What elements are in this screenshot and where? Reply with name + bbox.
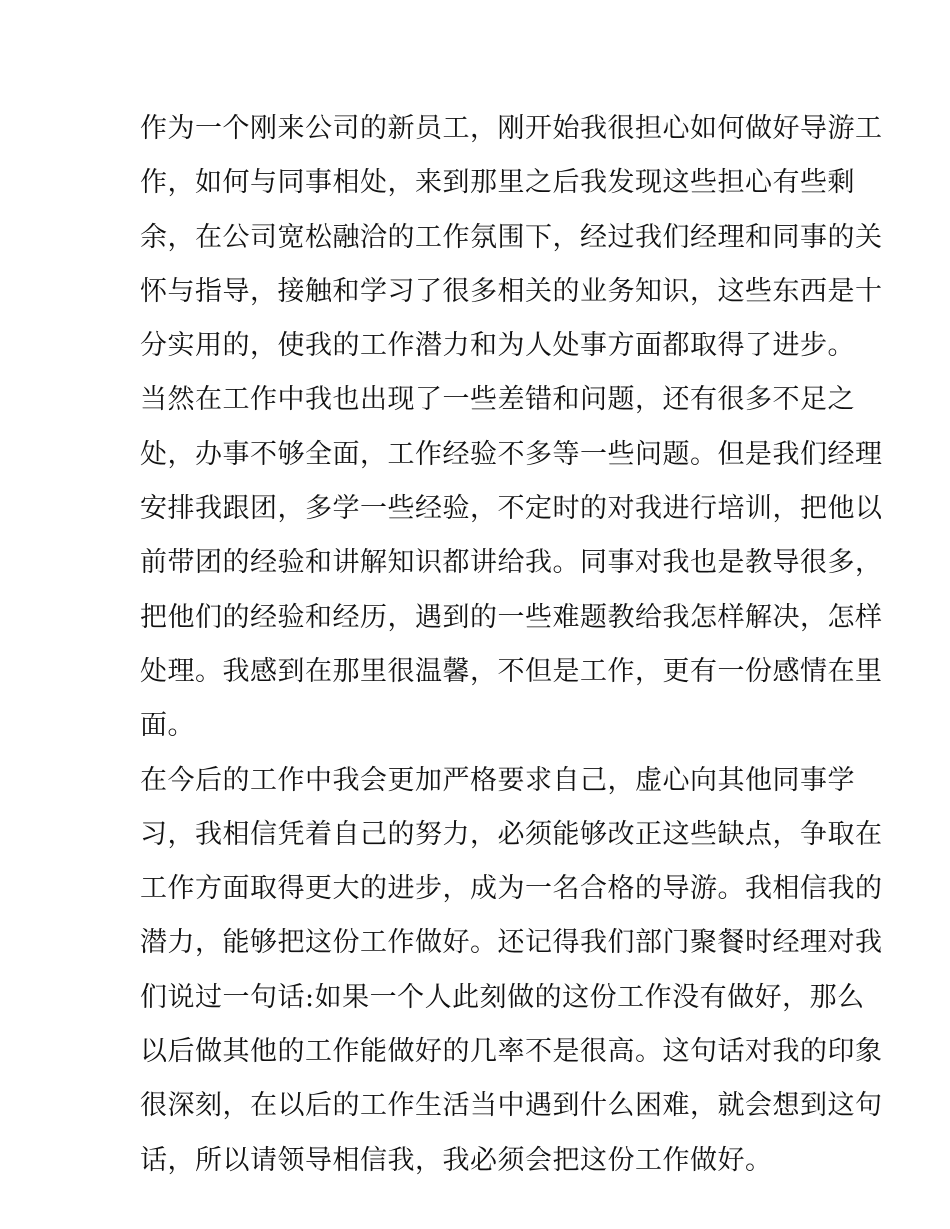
text-line: 安排我跟团，多学一些经验，不定时的对我进行培训，把他以 [140, 493, 883, 525]
text-line: 处，办事不够全面，工作经验不多等一些问题。但是我们经理 [140, 438, 883, 470]
document-body [140, 102, 883, 1188]
text-line: 话，所以请领导相信我，我必须会把这份工作做好。 [140, 1144, 773, 1176]
text-line: 面。 [140, 710, 195, 742]
paragraph-2 [140, 373, 883, 753]
text-line: 工作方面取得更大的进步，成为一名合格的导游。我相信我的 [140, 873, 883, 905]
paragraph-1 [140, 102, 883, 373]
text-line: 前带团的经验和讲解知识都讲给我。同事对我也是教导很多， [140, 547, 883, 579]
paragraph-3 [140, 754, 883, 1188]
text-line: 作，如何与同事相处，来到那里之后我发现这些担心有些剩 [140, 167, 855, 199]
text-line: 很深刻，在以后的工作生活当中遇到什么困难，就会想到这句 [140, 1090, 883, 1122]
text-line: 当然在工作中我也出现了一些差错和问题，还有很多不足之 [140, 384, 855, 416]
text-line: 作为一个刚来公司的新员工，刚开始我很担心如何做好导游工 [140, 113, 883, 144]
text-line: 分实用的，使我的工作潜力和为人处事方面都取得了进步。 [140, 330, 855, 362]
text-line: 余，在公司宽松融洽的工作氛围下，经过我们经理和同事的关 [140, 221, 883, 253]
text-line: 怀与指导，接触和学习了很多相关的业务知识，这些东西是十 [140, 275, 883, 307]
text-line: 把他们的经验和经历，遇到的一些难题教给我怎样解决，怎样 [140, 601, 883, 633]
text-line: 习，我相信凭着自己的努力，必须能够改正这些缺点，争取在 [140, 818, 883, 850]
text-line: 在今后的工作中我会更加严格要求自己，虚心向其他同事学 [140, 764, 855, 796]
text-line: 们说过一句话:如果一个人此刻做的这份工作没有做好，那么 [140, 981, 865, 1013]
text-line: 以后做其他的工作能做好的几率不是很高。这句话对我的印象 [140, 1036, 883, 1068]
text-line: 处理。我感到在那里很温馨，不但是工作，更有一份感情在里 [140, 655, 883, 687]
text-line: 潜力，能够把这份工作做好。还记得我们部门聚餐时经理对我 [140, 927, 883, 959]
